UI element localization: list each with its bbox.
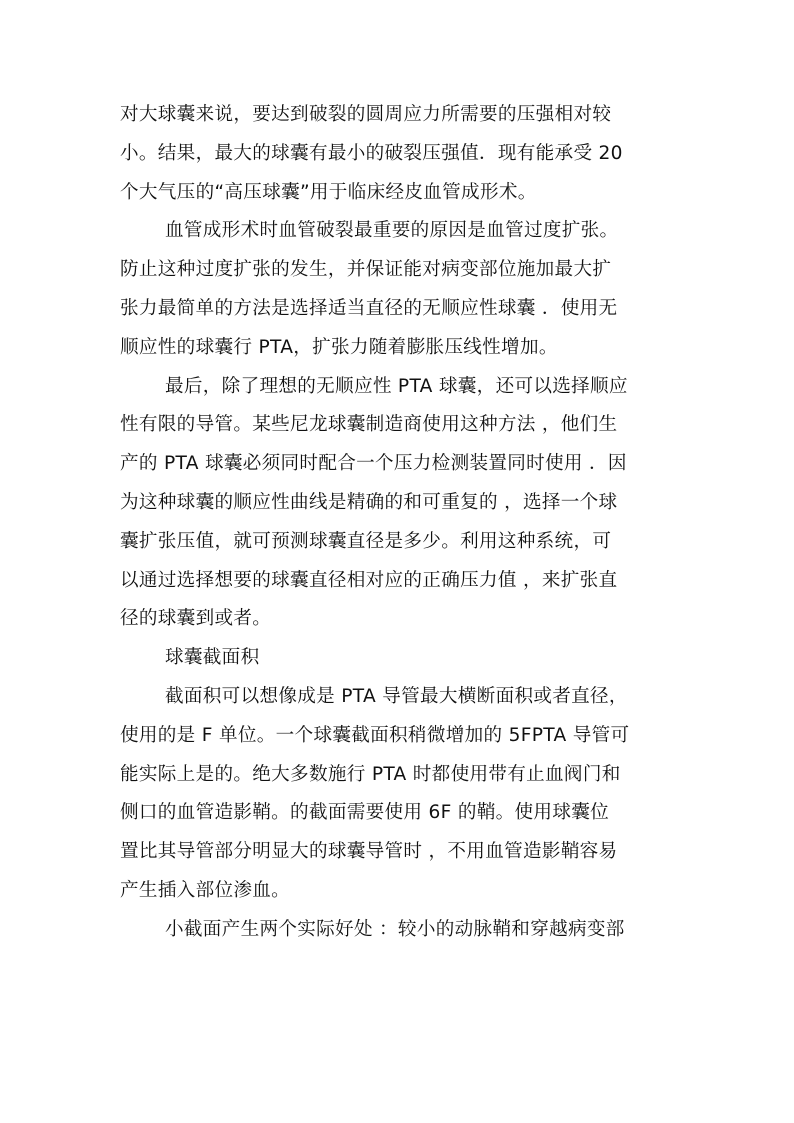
paragraph-first-line: 截面积可以想像成是 PTA 导管最大横断面积或者直径， <box>165 685 628 707</box>
text-line: 张力最简单的方法是选择适当直径的无顺应性球囊 ．使用无 <box>120 297 618 319</box>
paragraph-first-line: 小截面产生两个实际好处 ：较小的动脉鞘和穿越病变部 <box>165 918 625 940</box>
text-line: 防止这种过度扩张的发生，并保证能对病变部位施加最大扩 <box>120 259 612 281</box>
text-line: 囊扩张压值，就可预测球囊直径是多少。利用这种系统，可 <box>120 530 612 552</box>
text-line: 性有限的导管。某些尼龙球囊制造商使用这种方法 ，他们生 <box>120 414 618 436</box>
text-line: 顺应性的球囊行 PTA，扩张力随着膨胀压线性增加。 <box>120 336 558 358</box>
paragraph-first-line: 最后，除了理想的无顺应性 PTA 球囊，还可以选择顺应 <box>165 375 628 397</box>
paragraph-first-line: 球囊截面积 <box>165 647 260 669</box>
paragraph-first-line: 血管成形术时血管破裂最重要的原因是血管过度扩张。 <box>165 220 619 242</box>
text-line: 为这种球囊的顺应性曲线是精确的和可重复的 ，选择一个球 <box>120 491 618 513</box>
text-line: 以通过选择想要的球囊直径相对应的正确压力值 ，来扩张直 <box>120 569 618 591</box>
text-line: 置比其导管部分明显大的球囊导管时 ，不用血管造影鞘容易 <box>120 841 618 863</box>
text-line: 使用的是 F 单位。一个球囊截面积稍微增加的 5FPTA 导管可 <box>120 724 630 746</box>
text-line: 小。结果，最大的球囊有最小的破裂压强值．现有能承受 20 <box>120 142 623 164</box>
text-line: 产生插入部位渗血。 <box>120 879 291 901</box>
text-line: 个大气压的“高压球囊”用于临床经皮血管成形术。 <box>120 181 537 203</box>
text-line: 对大球囊来说，要达到破裂的圆周应力所需要的压强相对较 <box>120 104 612 125</box>
text-line: 能实际上是的。绝大多数施行 PTA 时都使用带有止血阀门和 <box>120 763 621 785</box>
text-line: 产的 PTA 球囊必须同时配合一个压力检测装置同时使用 ．因 <box>120 453 627 475</box>
body-text <box>120 96 680 950</box>
text-line: 径的球囊到或者。 <box>120 608 272 630</box>
text-line: 侧口的血管造影鞘。的截面需要使用 6F 的鞘。使用球囊位 <box>120 802 609 824</box>
